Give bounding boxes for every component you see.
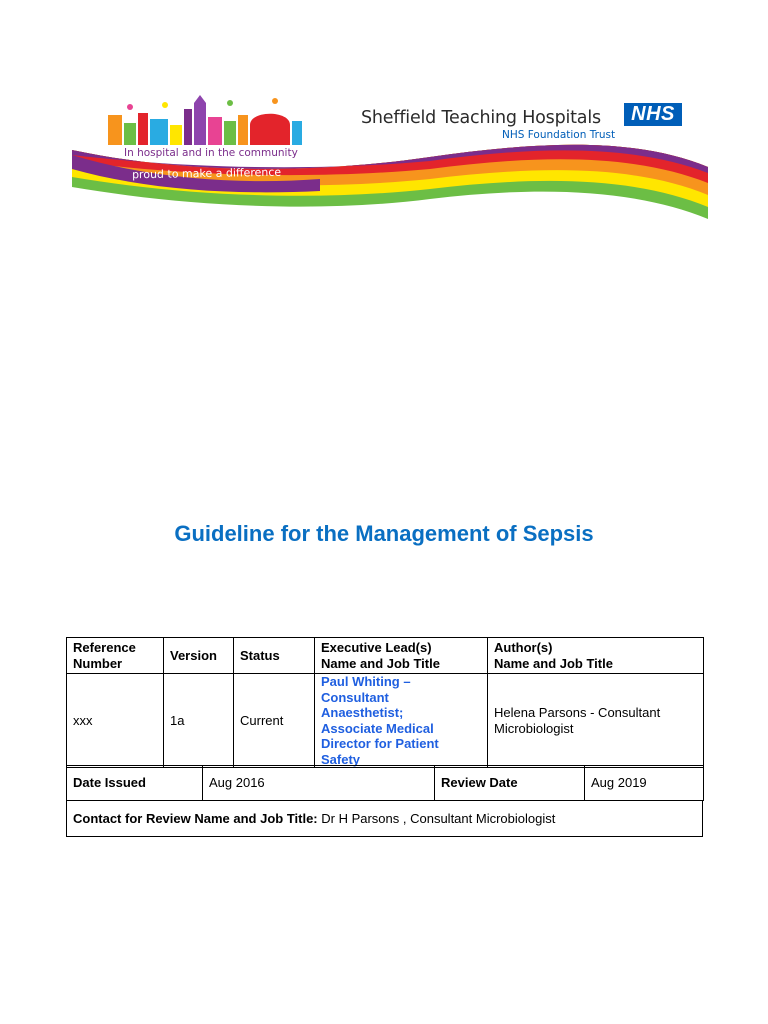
table-row bbox=[67, 801, 703, 837]
document-metadata-table bbox=[66, 637, 704, 768]
table-row bbox=[67, 766, 704, 801]
banner-strapline: proud to make a difference bbox=[131, 165, 282, 182]
contact-table bbox=[66, 800, 703, 837]
header-authors: Author(s) Name and Job Title bbox=[488, 638, 704, 674]
nhs-logo: NHS bbox=[624, 103, 682, 126]
contact-cell bbox=[67, 801, 703, 837]
contact-label: Contact for Review Name and Job Title: bbox=[73, 810, 318, 826]
header-version: Version bbox=[164, 638, 234, 674]
version-cell: 1a bbox=[164, 674, 234, 768]
table-header-row bbox=[67, 638, 704, 674]
document-title: Guideline for the Management of Sepsis bbox=[174, 521, 594, 546]
header-reference-number: Reference Number bbox=[67, 638, 164, 674]
author-cell: Helena Parsons - Consultant Microbiologist bbox=[488, 674, 704, 768]
review-date-value: Aug 2019 bbox=[585, 766, 704, 801]
header-status: Status bbox=[234, 638, 315, 674]
status-cell: Current bbox=[234, 674, 315, 768]
trust-subtitle: NHS Foundation Trust bbox=[502, 129, 616, 141]
reference-number-cell: xxx bbox=[67, 674, 164, 768]
banner-tagline: In hospital and in the community bbox=[124, 147, 298, 159]
dates-table bbox=[66, 765, 704, 801]
date-issued-value: Aug 2016 bbox=[203, 766, 435, 801]
header-executive-lead: Executive Lead(s) Name and Job Title bbox=[315, 638, 488, 674]
trust-name: Sheffield Teaching Hospitals bbox=[361, 108, 601, 128]
table-row bbox=[67, 674, 704, 768]
review-date-label: Review Date bbox=[435, 766, 585, 801]
executive-lead-cell: Paul Whiting – Consultant Anaesthetist; Associate Medical Director for Patient Safety bbox=[315, 674, 488, 768]
trust-header-banner bbox=[70, 95, 710, 225]
date-issued-label: Date Issued bbox=[67, 766, 203, 801]
contact-value: Dr H Parsons , Consultant Microbiologist bbox=[317, 810, 556, 826]
